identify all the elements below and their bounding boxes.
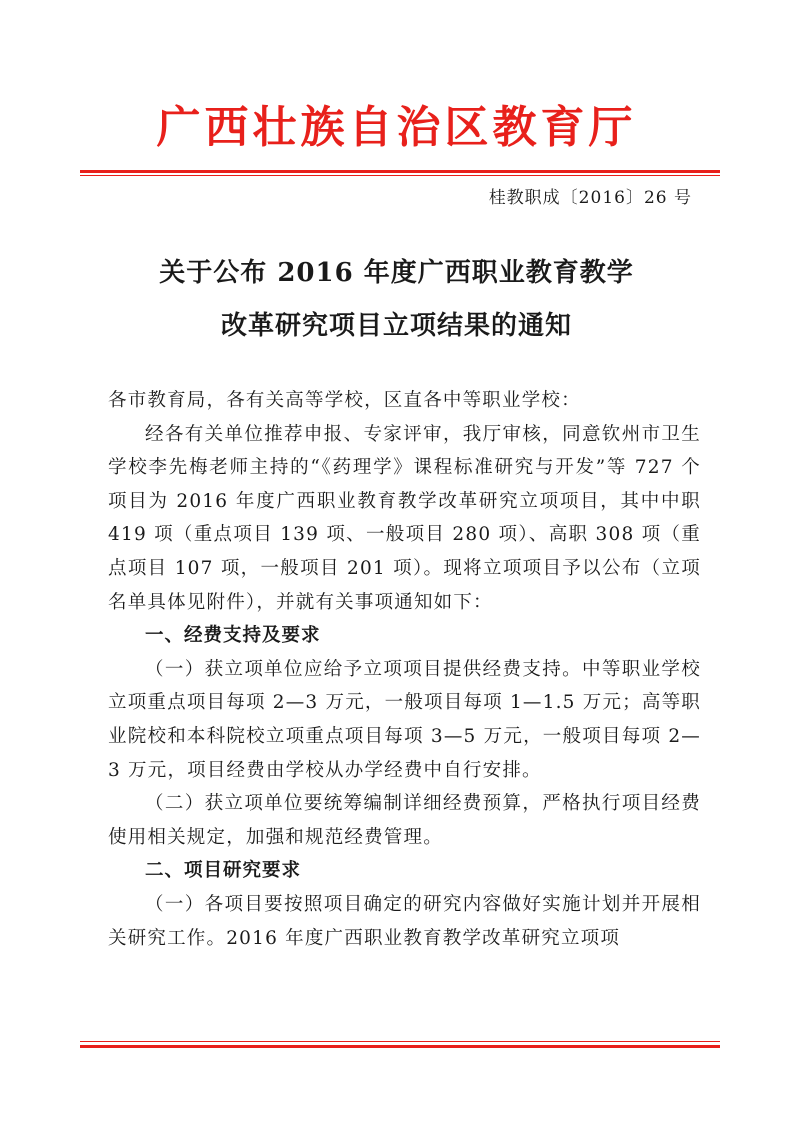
section-2-paragraph-1: （一）各项目要按照项目确定的研究内容做好实施计划并开展相关研究工作。2016 年度广西职业教育教学改革研究立项项 bbox=[108, 893, 701, 949]
section-1-heading: 一、经费支持及要求 bbox=[145, 625, 321, 647]
notice-title-line-1: 关于公布 2016 年度广西职业教育教学 bbox=[159, 258, 634, 288]
header-red-rule-thin bbox=[80, 175, 720, 176]
header-red-rule-thick bbox=[80, 170, 720, 173]
section-2-heading: 二、项目研究要求 bbox=[145, 860, 302, 882]
salutation: 各市教育局，各有关高等学校，区直各中等职业学校： bbox=[108, 390, 581, 411]
notice-title-line-2: 改革研究项目立项结果的通知 bbox=[220, 311, 572, 341]
footer-red-rule-thin bbox=[80, 1041, 720, 1042]
issuing-authority-title: 广西壮族自治区教育厅 bbox=[156, 102, 637, 153]
document-body bbox=[108, 384, 701, 955]
document-number: 桂教职成〔2016〕26 号 bbox=[488, 188, 692, 208]
footer-red-rule-thick bbox=[80, 1045, 720, 1048]
intro-paragraph: 经各有关单位推荐申报、专家评审，我厅审核，同意钦州市卫生学校李先梅老师主持的“《药理学》课程标准研究与开发”等 727 个项目为 2016 年度广西职业教育教学改革研究立项项目，其中中职 419 项（重点项目 139 项、一般项目 280 项）、高职 308 项（重点项目 107 项，一般项目 201 项）。现将立项项目予以公布（立项名单具体见附件），并就有关事项通知如下： bbox=[108, 423, 701, 613]
section-1-paragraph-2: （二）获立项单位要统筹编制详细经费预算，严格执行项目经费使用相关规定，加强和规范经费管理。 bbox=[108, 793, 701, 848]
section-1-paragraph-1: （一）获立项单位应给予立项项目提供经费支持。中等职业学校立项重点项目每项 2—3 万元，一般项目每项 1—1.5 万元；高等职业院校和本科院校立项重点项目每项 3—5 万元，一般项目每项 2—3 万元，项目经费由学校从办学经费中自行安排。 bbox=[108, 658, 701, 781]
